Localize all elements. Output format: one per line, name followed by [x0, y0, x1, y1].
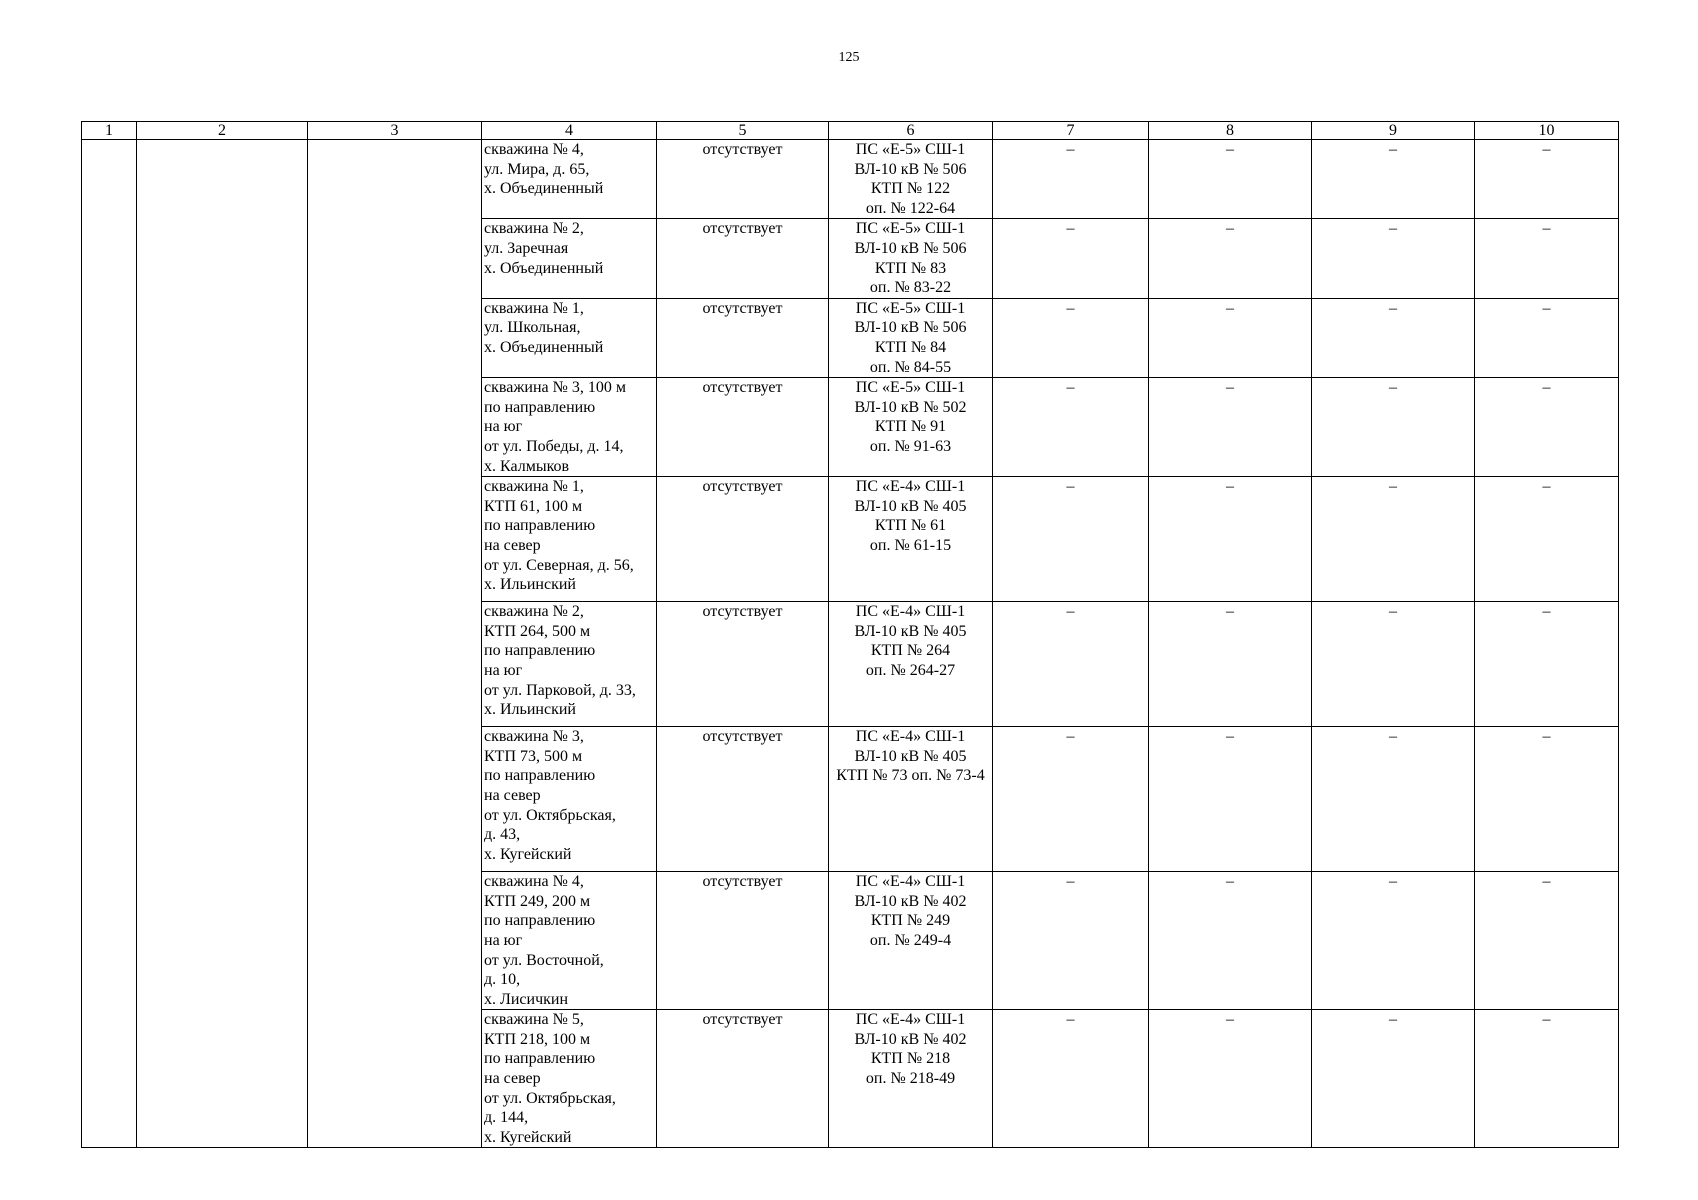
source-cell: отсутствует — [657, 477, 829, 602]
source-cell: отсутствует — [657, 602, 829, 727]
location-cell: скважина № 5, КТП 218, 100 м по направлению на север от ул. Октябрьская, д. 144, х. Кугейский — [482, 1010, 657, 1148]
location-cell: скважина № 1, КТП 61, 100 м по направлению на север от ул. Северная, д. 56, х. Ильинский — [482, 477, 657, 602]
dash-cell: – — [1312, 378, 1475, 477]
dash-cell: – — [1475, 1010, 1619, 1148]
source-cell: отсутствует — [657, 727, 829, 872]
source-cell: отсутствует — [657, 1010, 829, 1148]
dash-cell: – — [1475, 602, 1619, 727]
source-cell: отсутствует — [657, 378, 829, 477]
dash-cell: – — [1475, 219, 1619, 298]
dash-cell: – — [1475, 727, 1619, 872]
dash-cell: – — [1312, 477, 1475, 602]
dash-cell: – — [1475, 477, 1619, 602]
source-cell: отсутствует — [657, 298, 829, 377]
dash-cell: – — [1312, 872, 1475, 1010]
dash-cell: – — [1149, 298, 1312, 377]
column-header: 2 — [137, 122, 308, 140]
dash-cell: – — [1475, 298, 1619, 377]
dash-cell: – — [1312, 298, 1475, 377]
dash-cell: – — [1149, 219, 1312, 298]
column-header: 6 — [829, 122, 993, 140]
supply-cell: ПС «Е-5» СШ-1 ВЛ-10 кВ № 506 КТП № 83 оп. № 83-22 — [829, 219, 993, 298]
supply-cell: ПС «Е-4» СШ-1 ВЛ-10 кВ № 405 КТП № 73 оп. № 73-4 — [829, 727, 993, 872]
dash-cell: – — [993, 602, 1149, 727]
column-header: 9 — [1312, 122, 1475, 140]
dash-cell: – — [1312, 219, 1475, 298]
dash-cell: – — [993, 219, 1149, 298]
dash-cell: – — [1149, 140, 1312, 219]
dash-cell: – — [993, 1010, 1149, 1148]
data-table — [81, 121, 1619, 1148]
cell-col3-empty — [308, 140, 482, 1148]
dash-cell: – — [1312, 1010, 1475, 1148]
column-header: 4 — [482, 122, 657, 140]
source-cell: отсутствует — [657, 872, 829, 1010]
table-row — [82, 140, 1619, 219]
cell-col1-empty — [82, 140, 137, 1148]
dash-cell: – — [1149, 872, 1312, 1010]
dash-cell: – — [1475, 872, 1619, 1010]
dash-cell: – — [1475, 378, 1619, 477]
column-header: 1 — [82, 122, 137, 140]
header-row — [82, 122, 1619, 140]
supply-cell: ПС «Е-4» СШ-1 ВЛ-10 кВ № 405 КТП № 264 оп. № 264-27 — [829, 602, 993, 727]
column-header: 7 — [993, 122, 1149, 140]
supply-cell: ПС «Е-4» СШ-1 ВЛ-10 кВ № 402 КТП № 249 оп. № 249-4 — [829, 872, 993, 1010]
location-cell: скважина № 2, КТП 264, 500 м по направлению на юг от ул. Парковой, д. 33, х. Ильинский — [482, 602, 657, 727]
column-header: 10 — [1475, 122, 1619, 140]
dash-cell: – — [1149, 477, 1312, 602]
location-cell: скважина № 3, КТП 73, 500 м по направлению на север от ул. Октябрьская, д. 43, х. Кугейский — [482, 727, 657, 872]
dash-cell: – — [1149, 602, 1312, 727]
dash-cell: – — [993, 378, 1149, 477]
supply-cell: ПС «Е-5» СШ-1 ВЛ-10 кВ № 502 КТП № 91 оп. № 91-63 — [829, 378, 993, 477]
location-cell: скважина № 2, ул. Заречная х. Объединенный — [482, 219, 657, 298]
location-cell: скважина № 1, ул. Школьная, х. Объединенный — [482, 298, 657, 377]
supply-cell: ПС «Е-5» СШ-1 ВЛ-10 кВ № 506 КТП № 122 оп. № 122-64 — [829, 140, 993, 219]
cell-col2-empty — [137, 140, 308, 1148]
column-header: 3 — [308, 122, 482, 140]
location-cell: скважина № 3, 100 м по направлению на юг от ул. Победы, д. 14, х. Калмыков — [482, 378, 657, 477]
location-cell: скважина № 4, ул. Мира, д. 65, х. Объединенный — [482, 140, 657, 219]
dash-cell: – — [1149, 1010, 1312, 1148]
dash-cell: – — [993, 872, 1149, 1010]
supply-cell: ПС «Е-4» СШ-1 ВЛ-10 кВ № 402 КТП № 218 оп. № 218-49 — [829, 1010, 993, 1148]
source-cell: отсутствует — [657, 219, 829, 298]
source-cell: отсутствует — [657, 140, 829, 219]
dash-cell: – — [993, 298, 1149, 377]
dash-cell: – — [1475, 140, 1619, 219]
dash-cell: – — [1149, 727, 1312, 872]
dash-cell: – — [1312, 727, 1475, 872]
column-header: 8 — [1149, 122, 1312, 140]
dash-cell: – — [1149, 378, 1312, 477]
supply-cell: ПС «Е-4» СШ-1 ВЛ-10 кВ № 405 КТП № 61 оп. № 61-15 — [829, 477, 993, 602]
column-header: 5 — [657, 122, 829, 140]
supply-cell: ПС «Е-5» СШ-1 ВЛ-10 кВ № 506 КТП № 84 оп. № 84-55 — [829, 298, 993, 377]
dash-cell: – — [993, 727, 1149, 872]
dash-cell: – — [993, 140, 1149, 219]
dash-cell: – — [993, 477, 1149, 602]
location-cell: скважина № 4, КТП 249, 200 м по направлению на юг от ул. Восточной, д. 10, х. Лисичкин — [482, 872, 657, 1010]
page-number: 125 — [838, 50, 860, 65]
dash-cell: – — [1312, 602, 1475, 727]
dash-cell: – — [1312, 140, 1475, 219]
